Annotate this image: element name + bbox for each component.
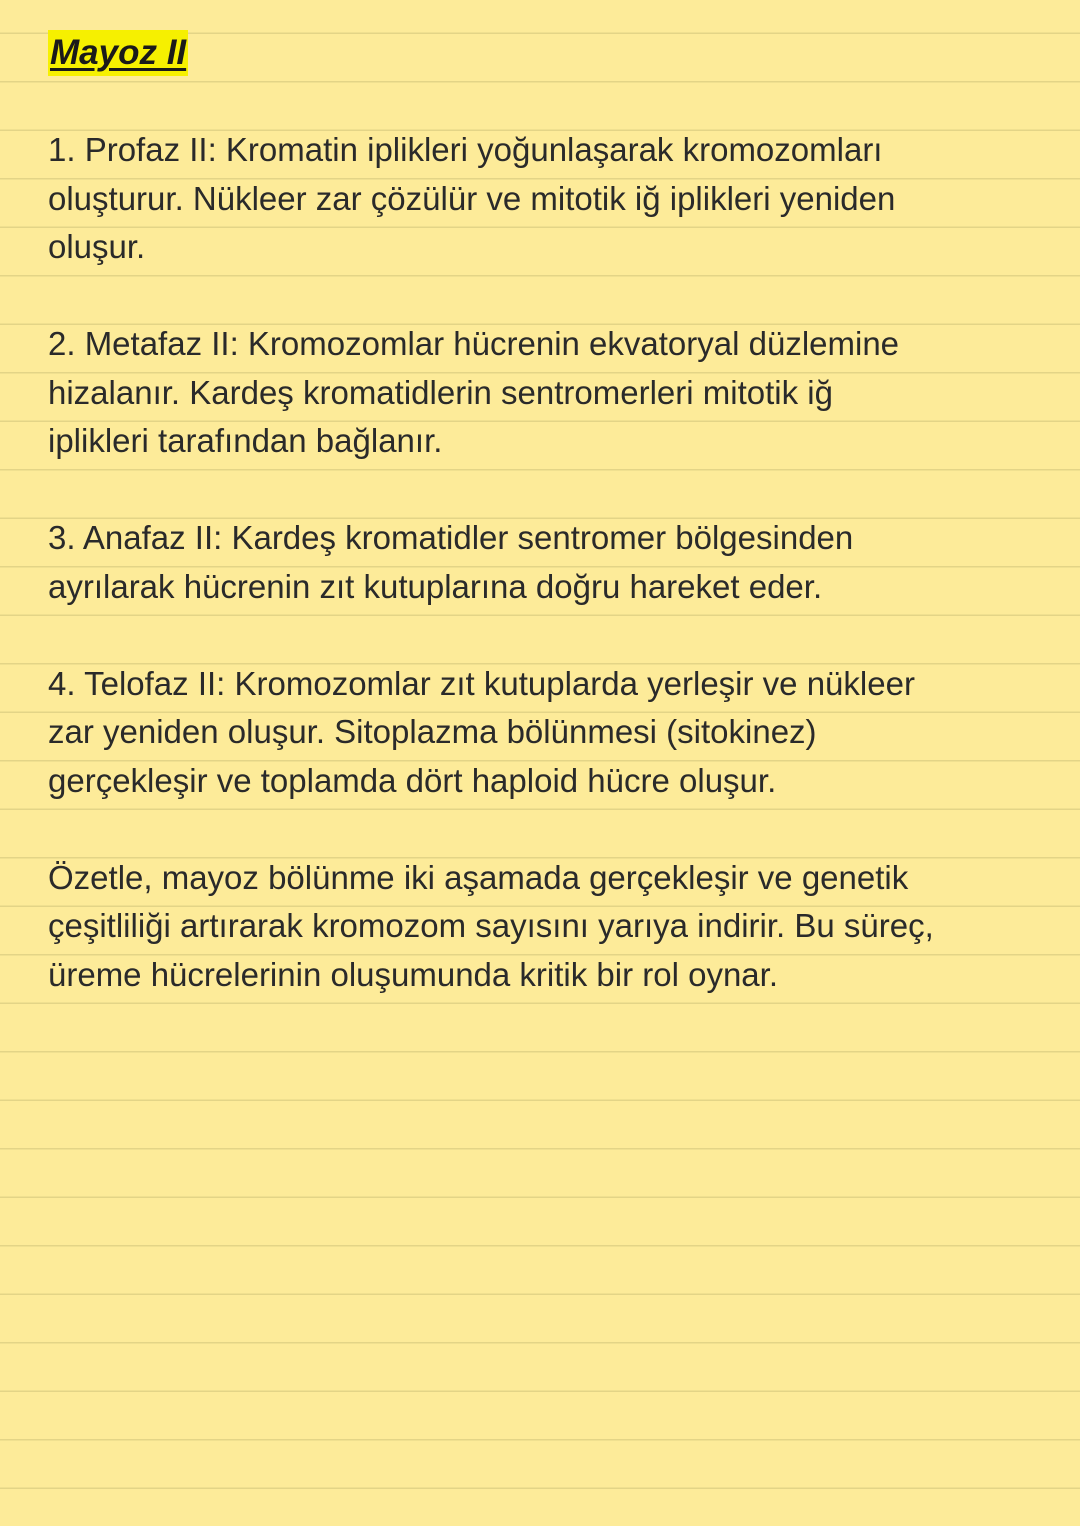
paragraph-line: iplikleri tarafından bağlanır. [48, 422, 443, 459]
paragraph-anafaz [48, 514, 1038, 611]
paragraph-line: 4. Telofaz II: Kromozomlar zıt kutuplarda yerleşir ve nükleer [48, 664, 915, 702]
paragraph-line: Özetle, mayoz bölünme iki aşamada gerçekleşir ve genetik [48, 858, 909, 896]
paragraph-line: üreme hücrelerinin oluşumunda kritik bir rol oynar. [48, 955, 778, 993]
paragraph-summary [48, 854, 1038, 1000]
paragraph-line: 1. Profaz II: Kromatin iplikleri yoğunlaşarak kromozomları [48, 131, 883, 168]
title-container [48, 30, 188, 76]
paragraph-line: gerçekleşir ve toplamda dört haploid hücre oluşur. [48, 761, 777, 799]
paragraph-profaz [48, 126, 1038, 272]
paragraph-line: oluşturur. Nükleer zar çözülür ve mitotik iğ iplikleri yeniden [48, 179, 896, 217]
paragraph-telofaz [48, 660, 1038, 806]
paragraph-line: 2. Metafaz II: Kromozomlar hücrenin ekvatoryal düzlemine [48, 325, 900, 362]
paragraph-line: oluşur. [48, 228, 146, 265]
paragraph-line: çeşitliliği artırarak kromozom sayısını yarıya indirir. Bu süreç, [48, 907, 934, 944]
paragraph-line: hizalanır. Kardeş kromatidlerin sentromerleri mitotik iğ [48, 373, 833, 411]
paragraph-line: 3. Anafaz II: Kardeş kromatidler sentromer bölgesinden [48, 519, 854, 556]
paragraph-line: ayrılarak hücrenin zıt kutuplarına doğru hareket eder. [48, 567, 823, 605]
page-title: Mayoz II [48, 30, 188, 76]
paragraph-line: zar yeniden oluşur. Sitoplazma bölünmesi (sitokinez) [48, 713, 817, 750]
note-content [48, 126, 1038, 1048]
paragraph-metafaz [48, 320, 1038, 466]
